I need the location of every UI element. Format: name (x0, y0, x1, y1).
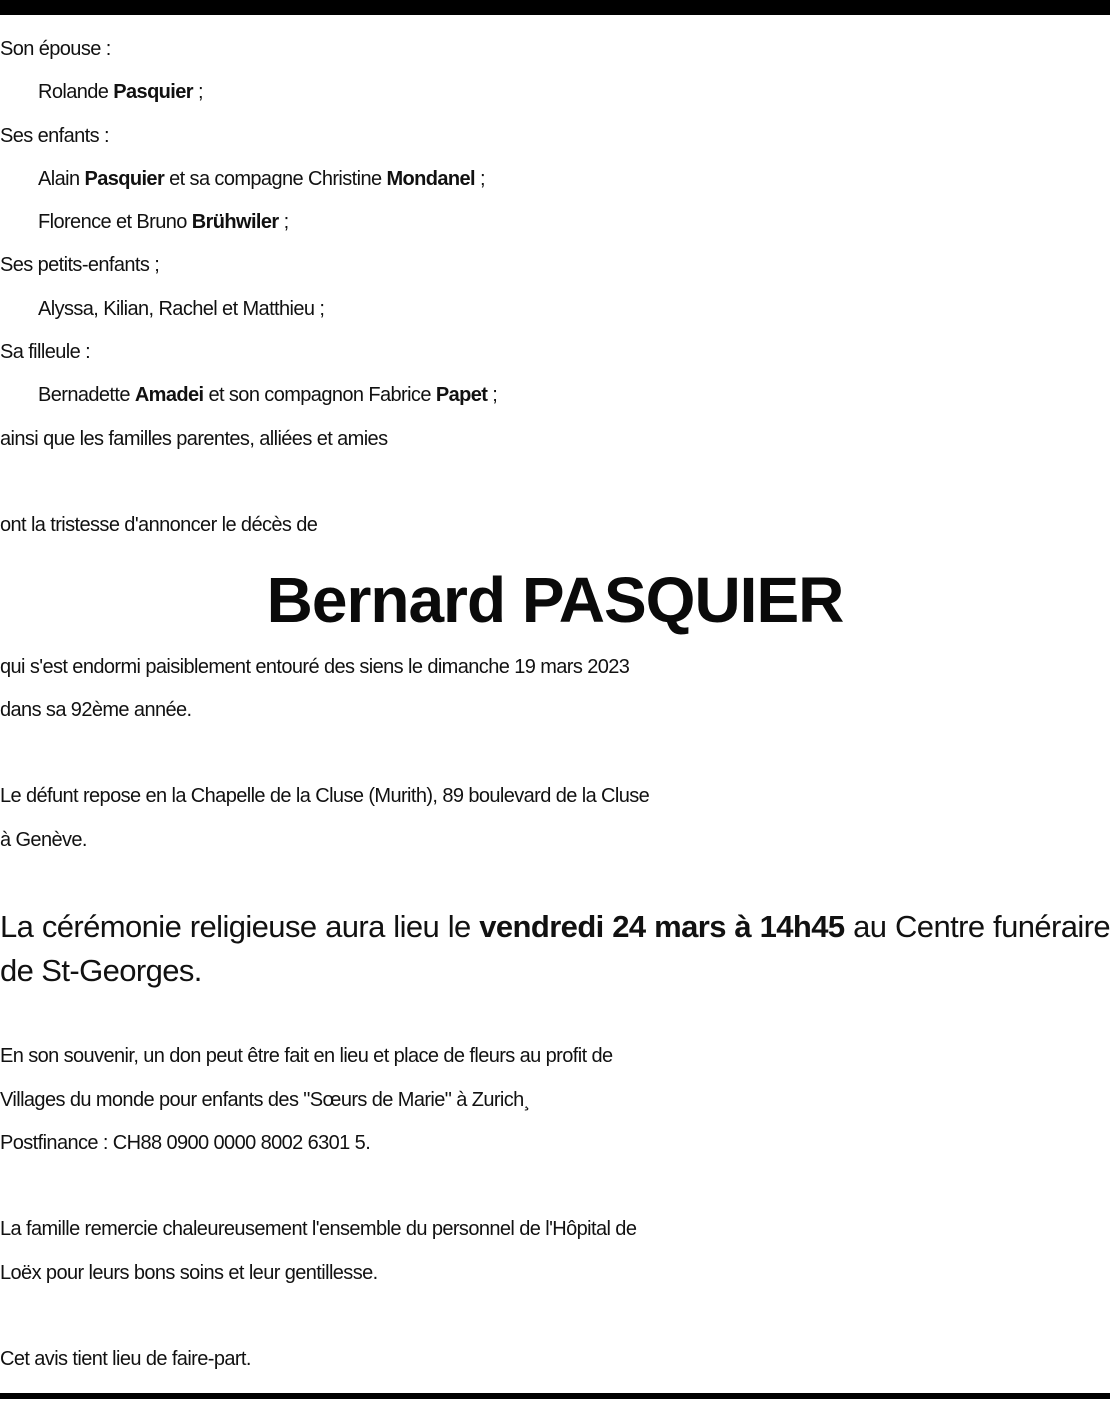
thanks-line-1: La famille remercie chaleureusement l'ensemble du personnel de l'Hôpital de (0, 1218, 637, 1241)
spouse-label: Son épouse : (0, 38, 111, 60)
grandchildren-label: Ses petits-enfants ; (0, 254, 160, 277)
obituary-notice (0, 28, 1110, 1382)
child1-last-name: Pasquier (84, 167, 165, 190)
spacer (0, 992, 1110, 1035)
ceremony-intro: La cérémonie religieuse aura lieu le (0, 909, 471, 945)
spacer (0, 461, 1110, 504)
goddaughter-last-name: Amadei (134, 384, 204, 407)
repose-line-1: Le défunt repose en la Chapelle de la Cluse (Murith), 89 boulevard de la Cluse (0, 785, 650, 808)
death-line-1: qui s'est endormi paisiblement entouré des siens le dimanche 19 mars 2023 (0, 655, 630, 678)
repose-line-2: à Genève. (0, 828, 87, 851)
child1-partner-last-name: Mondanel (386, 167, 475, 190)
child2-end: ; (283, 211, 289, 234)
ceremony-place: au Centre funéraire de St-Georges. (0, 909, 1110, 988)
deceased-name: Bernard PASQUIER (266, 563, 844, 636)
child2-first-names: Florence et Bruno (38, 211, 187, 234)
spacer (0, 1295, 1110, 1338)
child-entry-2 (0, 201, 1110, 244)
spacer (0, 862, 1110, 905)
ceremony-paragraph (0, 905, 1110, 992)
spouse-first-name: Rolande (38, 81, 109, 104)
goddaughter-first-name: Bernadette (38, 384, 130, 407)
children-label: Ses enfants : (0, 124, 109, 147)
bottom-rule (0, 1393, 1110, 1399)
spacer (0, 1165, 1110, 1208)
goddaughter-label: Sa filleule : (0, 341, 91, 364)
child1-first-name: Alain (38, 167, 80, 190)
announcement-line: ont la tristesse d'annoncer le décès de (0, 514, 318, 537)
child-entry-1 (0, 158, 1110, 201)
top-rule (0, 0, 1110, 15)
goddaughter-entry (0, 374, 1110, 417)
spouse-entry (0, 71, 1110, 114)
closing-line: Cet avis tient lieu de faire-part. (0, 1348, 251, 1371)
child1-partner-text: et sa compagne Christine (169, 167, 382, 190)
donation-line-2: Villages du monde pour enfants des "Sœurs de Marie" à Zurich¸ (0, 1088, 530, 1111)
goddaughter-partner-text: et son compagnon Fabrice (208, 384, 431, 407)
grandchildren-names: Alyssa, Kilian, Rachel et Matthieu ; (38, 297, 325, 320)
ceremony-date-time: vendredi 24 mars à 14h45 (479, 909, 845, 945)
goddaughter-partner-last-name: Papet (435, 384, 488, 407)
donation-line-3: Postfinance : CH88 0900 0000 8002 6301 5. (0, 1131, 371, 1154)
spacer (0, 732, 1110, 775)
thanks-line-2: Loëx pour leurs bons soins et leur gentillesse. (0, 1261, 378, 1284)
donation-line-1: En son souvenir, un don peut être fait en lieu et place de fleurs au profit de (0, 1045, 613, 1068)
child1-end: ; (479, 167, 485, 190)
spouse-last-name: Pasquier (113, 81, 193, 104)
death-line-2: dans sa 92ème année. (0, 698, 192, 721)
relatives-line: ainsi que les familles parentes, alliées et amies (0, 427, 388, 450)
goddaughter-end: ; (492, 384, 498, 407)
child2-last-name: Brühwiler (191, 211, 279, 234)
spouse-end: ; (197, 81, 203, 104)
